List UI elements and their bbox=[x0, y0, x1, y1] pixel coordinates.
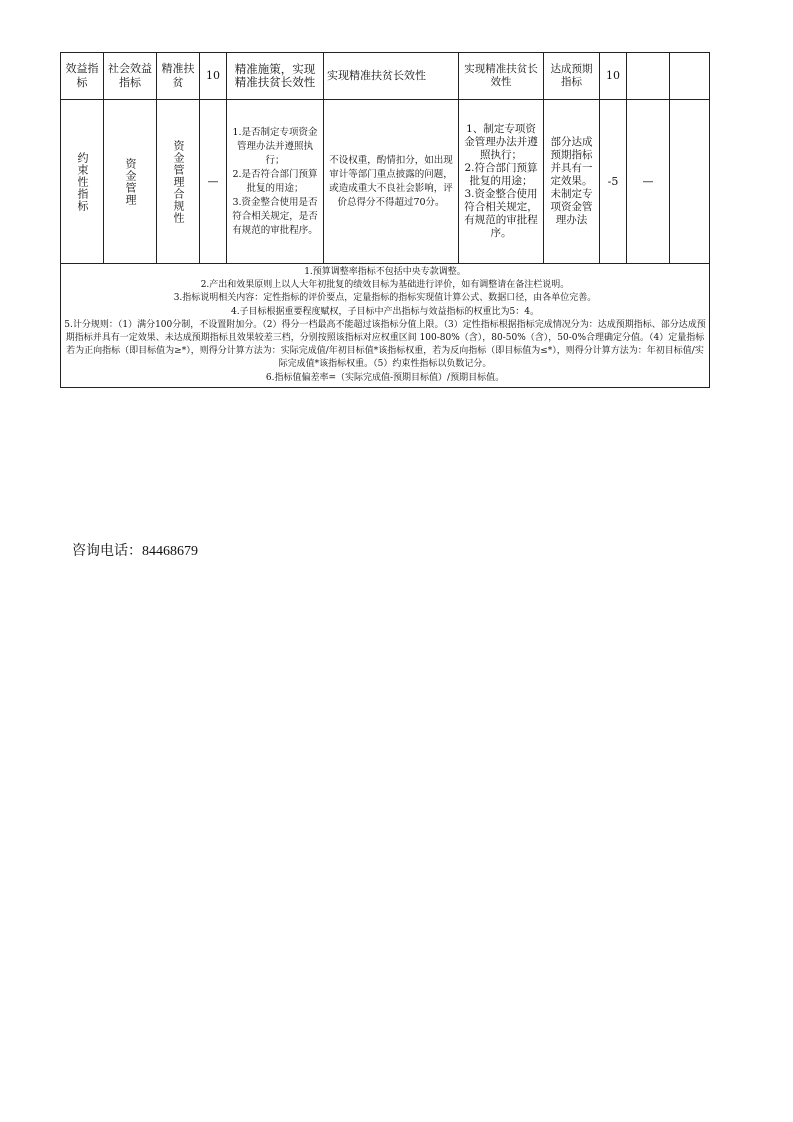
phone-number: 84468679 bbox=[142, 544, 198, 559]
cell-score: 10 bbox=[600, 53, 627, 100]
cell-actual: 实现精准扶贫长效性 bbox=[459, 53, 544, 100]
table-row bbox=[61, 264, 710, 388]
cell-level1: 效益指标 bbox=[61, 53, 104, 100]
cell-level3: 精准扶贫 bbox=[157, 53, 200, 100]
cell-deviation bbox=[627, 53, 670, 100]
note-line: 2.产出和效果原则上以人大年初批复的绩效目标为基础进行评价，如有调整请在备注栏说明。 bbox=[200, 280, 570, 291]
notes-cell bbox=[61, 264, 710, 388]
cell-level3: 资金管理合规性 bbox=[157, 100, 200, 264]
cell-weight: — bbox=[200, 100, 227, 264]
note-line: 5.计分规则：（1）满分100分制，不设置附加分。（2）得分一档最高不能超过该指标分值上限。（3）定性指标根据指标完成情况分为：达成预期指标、部分达成预期指标并具有一定效果、未达成预期指标且效果较差三档，分别按照该指标对应权重区间 100-80%（含），80-50%（含），50-0%合理确定分值。（4）定量指标若为正向指标（即目标值为≥*），则得分计算方法为：实际完成值/年初目标值*该指标权重，若为反向指标（即目标值为≤*），则得分计算方法为：年初目标值/实际完成值*该指标权重。（5）约束性指标以负数记分。 bbox=[64, 319, 706, 370]
cell-remark bbox=[670, 100, 710, 264]
table-row bbox=[61, 100, 710, 264]
note-line: 4.子目标根据重要程度赋权，子目标中产出指标与效益指标的权重比为5：4。 bbox=[230, 306, 540, 317]
table-row bbox=[61, 53, 710, 100]
note-line: 1.预算调整率指标不包括中央专款调整。 bbox=[304, 267, 466, 277]
cell-remark bbox=[670, 53, 710, 100]
note-line: 3.指标说明相关内容：定性指标的评价要点，定量指标的指标实现值计算公式、数据口径，由各单位完善。 bbox=[173, 293, 597, 304]
evaluation-table-container bbox=[60, 52, 709, 388]
cell-score: -5 bbox=[600, 100, 627, 264]
phone-label: 咨询电话： bbox=[72, 543, 142, 559]
evaluation-table bbox=[60, 52, 710, 388]
cell-actual: 1、制定专项资金管理办法并遵照执行； 2.符合部门预算批复的用途； 3.资金整合使用符合相关规定，有规范的审批程序。 bbox=[459, 100, 544, 264]
cell-level1: 约束性指标 bbox=[61, 100, 104, 264]
contact-phone bbox=[72, 540, 198, 560]
cell-deviation: — bbox=[627, 100, 670, 264]
cell-description: 精准施策，实现精准扶贫长效性 bbox=[227, 53, 324, 100]
cell-criteria: 不设权重，酌情扣分，如出现审计等部门重点披露的问题，或造成重大不良社会影响，评价总得分不得超过70分。 bbox=[324, 100, 459, 264]
cell-result: 部分达成预期指标并具有一定效果。未制定专项资金管理办法 bbox=[544, 100, 600, 264]
cell-criteria: 实现精准扶贫长效性 bbox=[324, 53, 459, 100]
cell-result: 达成预期指标 bbox=[544, 53, 600, 100]
note-line: 6.指标值偏差率=（实际完成值-预期目标值）/预期目标值。 bbox=[265, 372, 505, 383]
cell-level2: 社会效益指标 bbox=[104, 53, 157, 100]
cell-weight: 10 bbox=[200, 53, 227, 100]
cell-description: 1.是否制定专项资金管理办法并遵照执行； 2.是否符合部门预算批复的用途； 3.资金整合使用是否符合相关规定，是否有规范的审批程序。 bbox=[227, 100, 324, 264]
cell-level2: 资金管理 bbox=[104, 100, 157, 264]
